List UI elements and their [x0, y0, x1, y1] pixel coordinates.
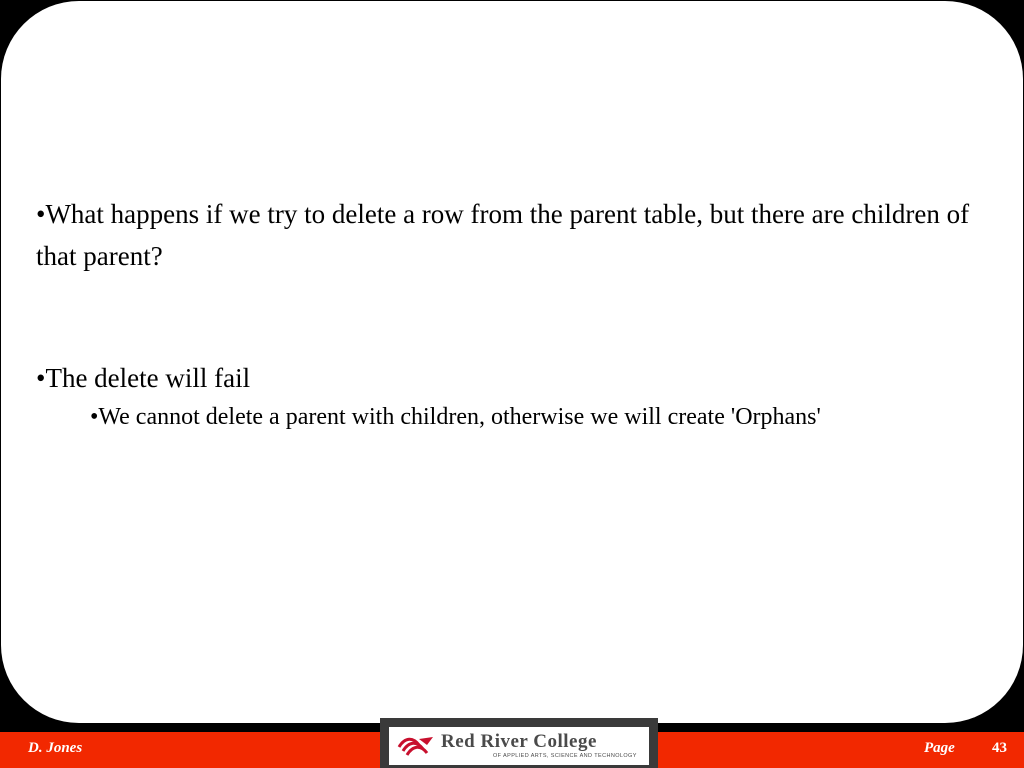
bullet-answer: •The delete will fail	[36, 363, 251, 393]
bullet-question: •What happens if we try to delete a row from the parent table, but there are children of that parent?	[36, 199, 970, 271]
college-logo-inner	[389, 727, 649, 765]
red-river-college-logo-icon	[397, 731, 437, 761]
college-logo	[380, 718, 658, 768]
footer-page-label: Page	[924, 740, 955, 756]
sub-bullet-explanation: •We cannot delete a parent with children, otherwise we will create 'Orphans'	[90, 404, 821, 430]
footer-author: D. Jones	[28, 740, 83, 756]
footer-page-number: 43	[992, 740, 1007, 756]
slide-content	[36, 193, 996, 435]
spacer	[36, 277, 996, 357]
college-logo-title: Red River College	[441, 731, 597, 752]
college-logo-subtitle: OF APPLIED ARTS, SCIENCE AND TECHNOLOGY	[493, 753, 637, 759]
